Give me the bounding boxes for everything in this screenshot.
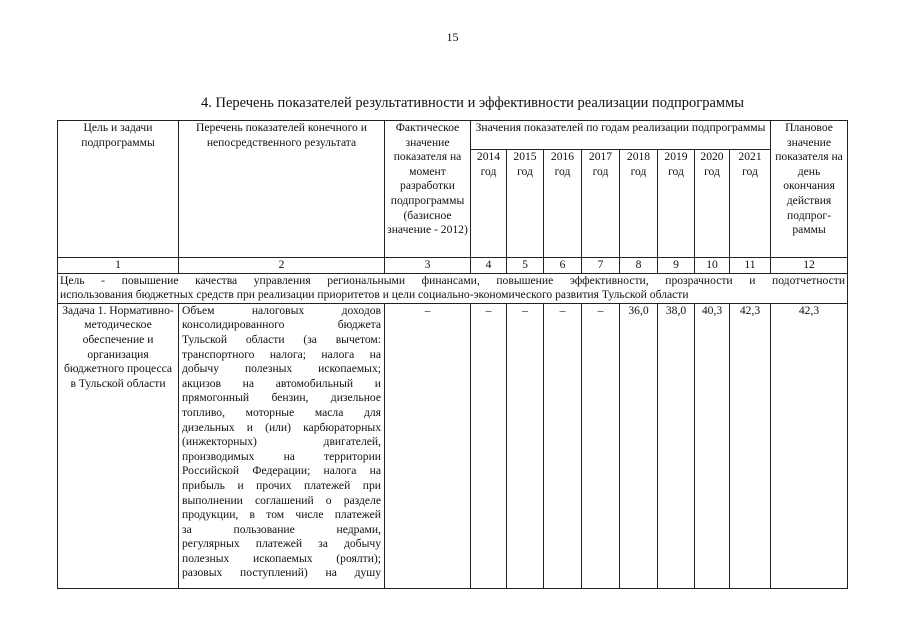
goal-text-line: использования бюджетных средств при реализации приоритетов и цели социально-экономического развития Тульской области bbox=[60, 288, 689, 302]
indicator-cell bbox=[179, 303, 385, 588]
header-actual-value: Фактическое значение показателя на момент разработки подпрограммы (базисное значение - 2012) bbox=[385, 121, 471, 258]
header-planned-value: Плановое значение показателя на день окончания действия подпрог-раммы bbox=[771, 121, 848, 258]
indicator-text-line: (инжекторных) двигателей, bbox=[182, 435, 381, 449]
indicator-text-line: акцизов на автомобильный и bbox=[182, 376, 381, 390]
column-number: 11 bbox=[730, 258, 771, 274]
year-value-cell: – bbox=[507, 303, 544, 588]
goal-text bbox=[58, 273, 848, 303]
section-heading: 4. Перечень показателей результативности и эффективности реализации подпрограммы bbox=[200, 95, 745, 111]
column-number: 5 bbox=[507, 258, 544, 274]
indicator-text-line: Российской Федерации; налога на bbox=[182, 464, 381, 478]
header-year: 2018 год bbox=[620, 150, 658, 258]
indicator-text-line: продукции, в том числе платежей bbox=[182, 508, 381, 522]
header-indicators: Перечень показателей конечного и непосредственного результата bbox=[179, 121, 385, 258]
header-year: 2016 год bbox=[544, 150, 582, 258]
column-number: 10 bbox=[695, 258, 730, 274]
indicator-text-line: разовых поступлений) на душу bbox=[182, 566, 381, 580]
header-year: 2014 год bbox=[471, 150, 507, 258]
column-number: 4 bbox=[471, 258, 507, 274]
year-value-cell: – bbox=[544, 303, 582, 588]
task-cell: Задача 1. Нормативно-методическое обеспечение и организация бюджетного процесса в Тульской области bbox=[58, 303, 179, 588]
indicator-text-line: производимых на территории bbox=[182, 449, 381, 463]
indicator-text-line: за пользование недрами, bbox=[182, 522, 381, 536]
year-value-cell: 38,0 bbox=[658, 303, 695, 588]
year-value-cell: – bbox=[471, 303, 507, 588]
year-value-cell: 42,3 bbox=[730, 303, 771, 588]
header-year: 2017 год bbox=[582, 150, 620, 258]
indicator-text-line: добычу полезных ископаемых; bbox=[182, 362, 381, 376]
planned-value-cell: 42,3 bbox=[771, 303, 848, 588]
goal-row bbox=[58, 273, 848, 303]
header-year: 2019 год bbox=[658, 150, 695, 258]
indicator-text-line: топливо, моторные масла для bbox=[182, 405, 381, 419]
indicator-text-line: полезных ископаемых (роялти); bbox=[182, 551, 381, 565]
indicators-table bbox=[57, 120, 848, 589]
indicator-text-line: консолидированного бюджета bbox=[182, 318, 381, 332]
indicator-text-line: регулярных платежей за добычу bbox=[182, 537, 381, 551]
indicator-text-line: дизельных и (или) карбюраторных bbox=[182, 420, 381, 434]
column-number: 8 bbox=[620, 258, 658, 274]
indicator-text-line: транспортного налога; налога на bbox=[182, 347, 381, 361]
column-number: 3 bbox=[385, 258, 471, 274]
column-number: 12 bbox=[771, 258, 848, 274]
column-number: 7 bbox=[582, 258, 620, 274]
indicator-text-line: Тульской области (за вычетом: bbox=[182, 332, 381, 346]
indicator-text-line: выполнении соглашений о разделе bbox=[182, 493, 381, 507]
column-number: 6 bbox=[544, 258, 582, 274]
goal-text-line: Цель - повышение качества управления региональными финансами, повышение эффективности, прозрачности и подотчетности bbox=[60, 273, 846, 287]
header-goal: Цель и задачи подпрограммы bbox=[58, 121, 179, 258]
indicator-text-line: прямогонный бензин, дизельное bbox=[182, 391, 381, 405]
column-number: 1 bbox=[58, 258, 179, 274]
column-numbers-row bbox=[58, 258, 848, 274]
header-year: 2021 год bbox=[730, 150, 771, 258]
year-value-cell: – bbox=[582, 303, 620, 588]
year-value-cell: 36,0 bbox=[620, 303, 658, 588]
header-year: 2015 год bbox=[507, 150, 544, 258]
column-number: 9 bbox=[658, 258, 695, 274]
header-year: 2020 год bbox=[695, 150, 730, 258]
actual-value-cell: – bbox=[385, 303, 471, 588]
page-number: 15 bbox=[446, 30, 459, 44]
indicator-text-line: прибыль и прочих платежей при bbox=[182, 478, 381, 492]
column-number: 2 bbox=[179, 258, 385, 274]
header-years-group: Значения показателей по годам реализации подпрограммы bbox=[471, 121, 771, 150]
table-row bbox=[58, 303, 848, 588]
indicator-text-line: Объем налоговых доходов bbox=[182, 303, 381, 317]
year-value-cell: 40,3 bbox=[695, 303, 730, 588]
